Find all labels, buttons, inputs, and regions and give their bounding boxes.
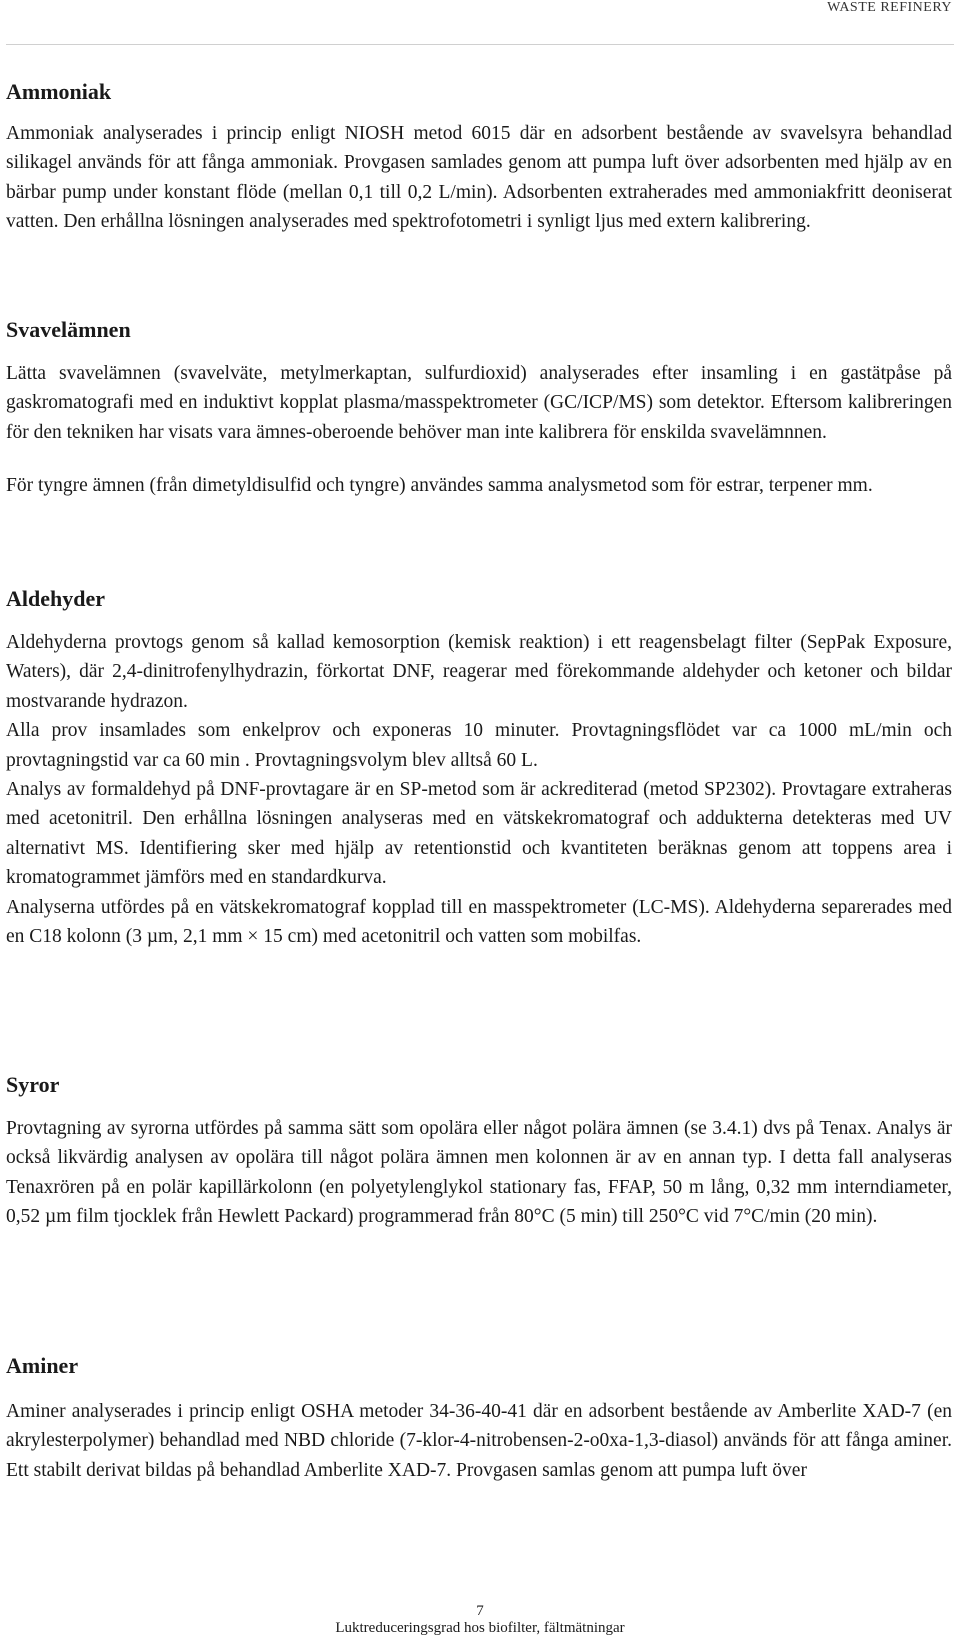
paragraph: Aminer analyserades i princip enligt OSHA metoder 34-36-40-41 där en adsorbent bestående av Amberlite XAD-7 (en akrylesterpolymer) behandlad med NBD chloride (7-klor-4-nitrobensen-2-o0xa-1,3-diasol) används för att fånga aminer. Ett stabilt derivat bildas på behandlad Amberlite XAD-7. Provgasen samlas genom att pumpa luft över [6, 1401, 952, 1481]
section-heading: Aminer [6, 1353, 79, 1378]
page-number: 7 [476, 1603, 484, 1619]
paragraph: Alla prov insamlades som enkelprov och exponeras 10 minuter. Provtagningsflödet var ca 1000 mL/min och provtagningstid var ca 60 min . Provtagningsvolym blev alltså 60 L. [6, 720, 952, 771]
section-ammoniak [6, 77, 952, 237]
section-heading: Syror [6, 1072, 60, 1097]
paragraph: Lätta svavelämnen (svavelväte, metylmerkaptan, sulfurdioxid) analyserades efter insamling i en gastätpåse på gaskromatografi med en induktivt kopplat plasma/masspektrometer (GC/ICP/MS) som detektor. Eftersom kalibreringen för den tekniken har visats vara ämnes-oberoende behöver man inte kalibrera för enskilda svavelämnnen. [6, 363, 952, 443]
paragraph: Analys av formaldehyd på DNF-provtagare är en SP-metod som är ackrediterad (metod SP2302). Provtagare extraheras med acetonitril. Den erhållna lösningen analyseras med en vätskekromatograf och addukterna detekteras med UV alternativt MS. Identifiering sker med hjälp av retentionstid och kvantiteten beräknas genom att toppens area i kromatogrammet jämförs med en standardkurva. [6, 779, 952, 889]
section-aminer [6, 1351, 952, 1485]
paragraph: Provtagning av syrorna utfördes på samma sätt som opolära eller något polära ämnen (se 3.4.1) dvs på Tenax. Analys är också likvärdig analysen av opolära till något polära ämnen men kolonnen är av en annan typ. I detta fall analyseras Tenaxrören på en polär kapillärkolonn (en polyetylenglykol stationary fas, FFAP, 50 m lång, 0,32 mm interndiameter, 0,52 µm film tjocklek från Hewlett Packard) programmerad från 80°C (5 min) till 250°C vid 7°C/min (20 min). [6, 1118, 952, 1228]
header-rule [6, 44, 954, 45]
footer-title: Luktreduceringsgrad hos biofilter, fältmätningar [335, 1620, 625, 1636]
section-heading: Ammoniak [6, 79, 112, 104]
section-svavelamnen [6, 315, 952, 501]
paragraph: För tyngre ämnen (från dimetyldisulfid och tyngre) användes samma analysmetod som för estrar, terpener mm. [6, 475, 873, 497]
paragraph: Aldehyderna provtogs genom så kallad kemosorption (kemisk reaktion) i ett reagensbelagt filter (SepPak Exposure, Waters), där 2,4-dinitrofenylhydrazin, förkortat DNF, reagerar med förekommande aldehyder och ketoner och bildar mostvarande hydrazon. [6, 632, 952, 712]
paragraph: Ammoniak analyserades i princip enligt NIOSH metod 6015 där en adsorbent bestående av svavelsyra behandlad silikagel används för att fånga ammoniak. Provgasen samlades genom att pumpa luft över adsorbenten med hjälp av en bärbar pump under konstant flöde (mellan 0,1 till 0,2 L/min). Adsorbenten extraherades med ammoniakfritt deoniserat vatten. Den erhållna lösningen analyserades med spektrofotometri i synligt ljus med extern kalibrering. [6, 123, 952, 233]
section-syror [6, 1070, 952, 1232]
section-aldehyder [6, 584, 952, 951]
section-heading: Aldehyder [6, 586, 105, 611]
section-heading: Svavelämnen [6, 317, 131, 342]
running-header: WASTE REFINERY [827, 0, 952, 15]
paragraph: Analyserna utfördes på en vätskekromatograf kopplad till en masspektrometer (LC-MS). Aldehyderna separerades med en C18 kolonn (3 µm, 2,1 mm × 15 cm) med acetonitril och vatten som mobilfas. [6, 896, 952, 948]
